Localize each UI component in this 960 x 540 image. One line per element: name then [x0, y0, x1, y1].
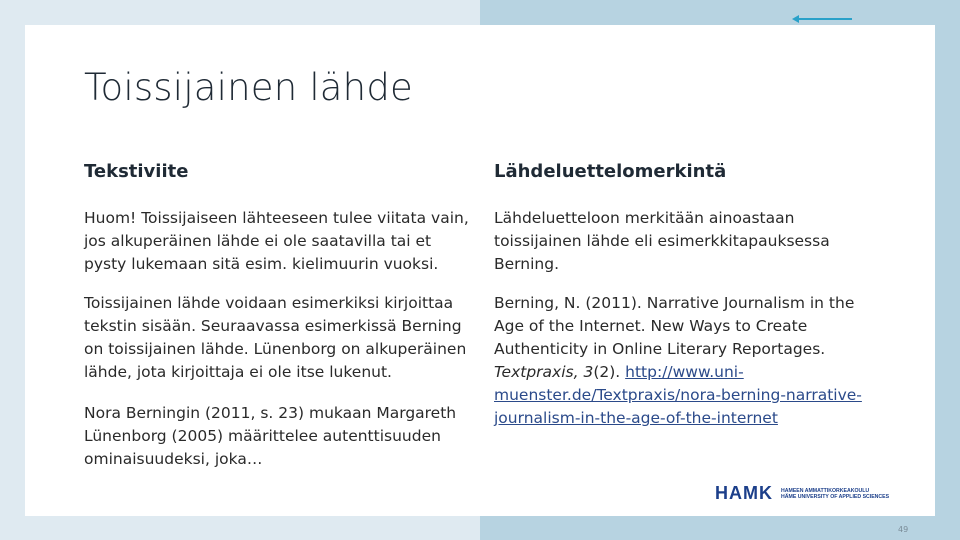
reference-issue: (2). [593, 363, 626, 381]
right-heading: Lähdeluettelomerkintä [494, 161, 727, 182]
page-number: 49 [898, 525, 909, 534]
hamk-logo [715, 483, 889, 504]
reference-text: Berning, N. (2011). Narrative Journalism in the Age of the Internet. New Ways to Create Authenticity in Online Literary Reportages. [494, 294, 855, 358]
right-column [494, 160, 884, 446]
right-paragraph-note: Lähdeluetteloon merkitään ainoastaan toissijainen lähde eli esimerkkitapauksessa Berning. [494, 209, 830, 273]
left-heading: Tekstiviite [84, 161, 189, 182]
reference-link[interactable]: http://www.uni-muenster.de/Textpraxis/nora-berning-narrative-journalism-in-the-age-of-the-internet [494, 363, 862, 427]
reference-journal: Textpraxis, 3 [494, 363, 594, 381]
slide-title: Toissijainen lähde [84, 66, 413, 109]
logo-mark: HAMK [715, 483, 773, 503]
back-arrow-icon[interactable] [790, 12, 854, 26]
left-paragraph-explanation: Toissijainen lähde voidaan esimerkiksi kirjoittaa tekstin sisään. Seuraavassa esimerkissä Berning on toissijainen lähde. Lünenborg on alkuperäinen lähde, jota kirjoittaja ei ole itse lukenut. [84, 294, 467, 381]
left-paragraph-example: Nora Berningin (2011, s. 23) mukaan Margareth Lünenborg (2005) määrittelee autenttisuuden ominaisuudeksi, joka… [84, 404, 457, 468]
logo-line-1: HAMEEN AMMATTIKORKEAKOULU [781, 487, 870, 494]
left-paragraph-note: Huom! Toissijaiseen lähteeseen tulee viitata vain, jos alkuperäinen lähde ei ole saatavilla tai et pysty lukemaan sitä esim. kielimuurin vuoksi. [84, 209, 469, 273]
logo-line-2: HÄME UNIVERSITY OF APPLIED SCIENCES [781, 493, 890, 500]
reference-entry [494, 292, 884, 430]
left-column [84, 160, 474, 487]
logo-text [781, 488, 889, 500]
